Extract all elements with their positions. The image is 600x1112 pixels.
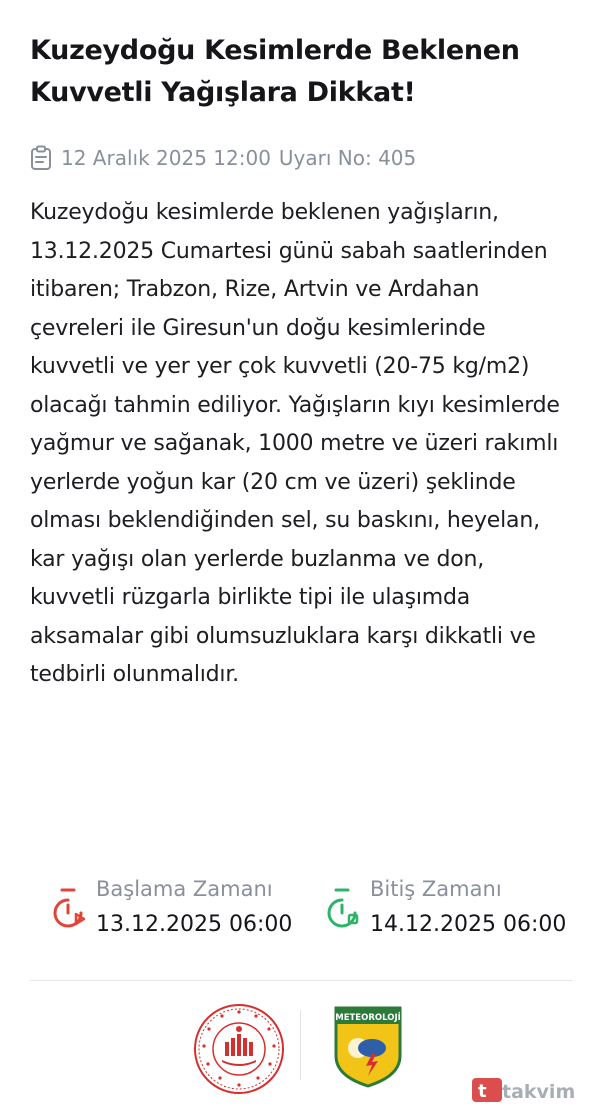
takvim-watermark <box>472 1076 592 1106</box>
timer-start-icon <box>50 886 86 932</box>
validity-times <box>50 872 570 952</box>
warning-title: Kuzeydoğu Kesimlerde Beklenen Kuvvetli Yağışlara Dikkat! <box>30 35 520 108</box>
end-time-value: 14.12.2025 06:00 <box>370 912 567 937</box>
end-time-label: Bitiş Zamanı <box>370 877 502 901</box>
ministry-seal-logo <box>192 1002 286 1096</box>
logo-separator <box>300 1010 301 1080</box>
warning-body: Kuzeydoğu kesimlerde beklenen yağışların, 13.12.2025 Cumartesi günü sabah saatlerinden itibaren; Trabzon, Rize, Artvin ve Ardahan çevreleri ile Giresun'un doğu kesimlerinde kuvvetli ve yer yer çok kuvvetli (20-75 kg/m2) olacağı tahmin ediliyor. Yağışların kıyı kesimlerde yağmur ve sağanak, 1000 metre ve üzeri rakımlı yerlerde yoğun kar (20 cm ve üzeri) şeklinde olması beklendiğinden sel, su baskını, heyelan, kar yağışı olan yerlerde buzlanma ve don, kuvvetli rüzgarla birlikte tipi ile ulaşımda aksamalar gibi olumsuzluklara karşı dikkatli ve tedbirli olunmalıdır. <box>30 200 560 687</box>
timer-end-icon <box>324 886 360 932</box>
watermark-text: takvim <box>502 1081 576 1103</box>
clipboard-icon <box>30 145 52 171</box>
meteoroloji-logo-text: METEOROLOJİ <box>335 1013 401 1023</box>
start-time-value: 13.12.2025 06:00 <box>96 912 293 937</box>
warning-date: 12 Aralık 2025 12:00 <box>61 146 271 170</box>
svg-text:t: t <box>478 1081 487 1102</box>
warning-number: Uyarı No: 405 <box>278 146 417 170</box>
start-time-label: Başlama Zamanı <box>96 877 273 901</box>
footer-divider <box>30 980 572 981</box>
meteoroloji-logo <box>332 1004 404 1088</box>
warning-meta <box>30 142 570 174</box>
end-time-block <box>324 872 566 952</box>
start-time-block <box>50 872 324 952</box>
